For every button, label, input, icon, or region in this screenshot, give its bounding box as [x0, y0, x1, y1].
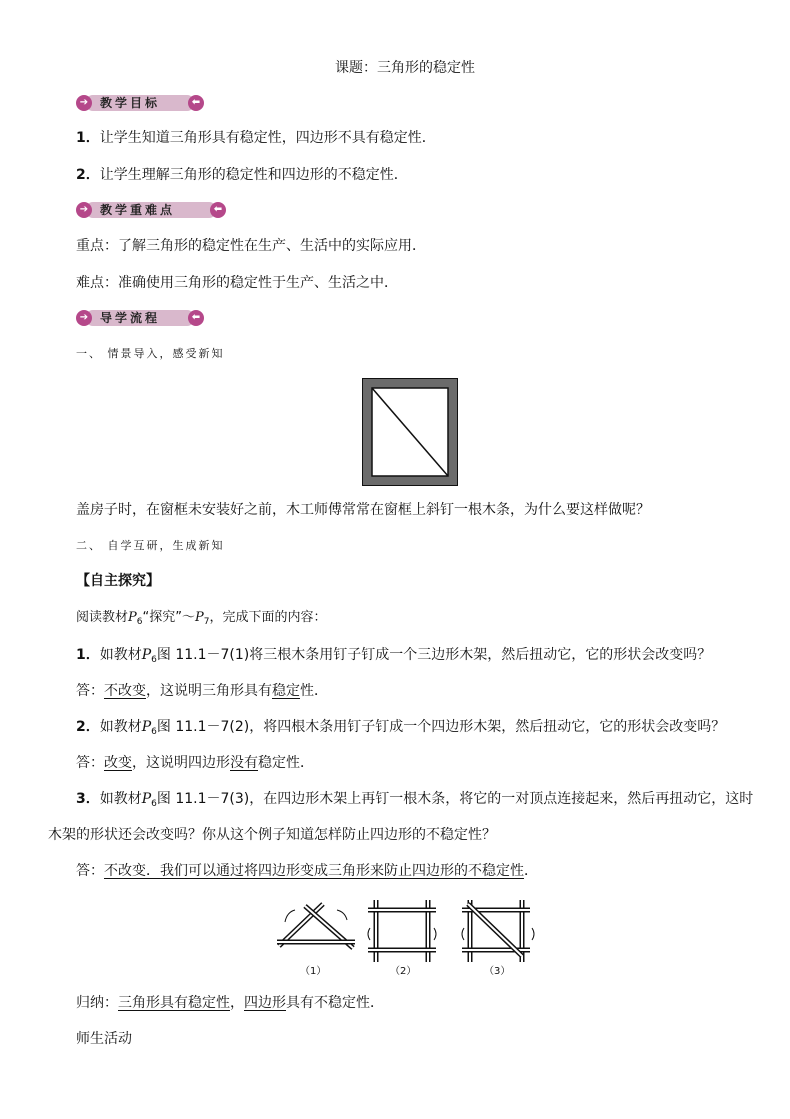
section-badge-goals [76, 94, 204, 112]
reading-intro: 阅读教材$P_6“$探究$”\sim P_7$，完成下面的内容： [76, 610, 327, 627]
answer-2: 答：改变，这说明四边形没有稳定性． [76, 755, 314, 771]
question-3-line2: 木架的形状还会改变吗？你从这个例子知道怎样防止四边形的不稳定性？ [48, 827, 496, 843]
figure-label-1: （1） [300, 966, 327, 977]
braced-quadrilateral-figure [456, 898, 538, 964]
figure-label-2: （2） [390, 966, 417, 977]
goal-item-1: 1．让学生知道三角形具有稳定性，四边形不具有稳定性． [76, 130, 436, 146]
answer-1: 答：不改变，这说明三角形具有稳定性． [76, 683, 328, 699]
arrow-right-icon: ➔ [76, 202, 92, 218]
part1-question: 盖房子时，在窗框未安装好之前，木工师傅常常在窗框上斜钉一根木条，为什么要这样做呢？ [76, 502, 650, 518]
question-2: 2．如教材$P_6$图 11.1－7(2)，将四根木条用钉子钉成一个四边形木架，然后扭动它，它的形状会改变吗？ [76, 719, 726, 737]
section-badge-key-points [76, 201, 226, 219]
explore-title: 【自主探究】 [76, 573, 160, 589]
arrow-left-icon: ⬅ [210, 202, 226, 218]
question-3: 3．如教材$P_6$图 11.1－7(3)，在四边形木架上再钉一根木条，将它的一对顶点连接起来，然后再扭动它，这时 [76, 791, 754, 809]
summary-text: 归纳：三角形具有稳定性，四边形具有不稳定性． [76, 995, 384, 1011]
arrow-left-icon: ⬅ [188, 95, 204, 111]
window-frame-figure [362, 378, 458, 486]
answer-3: 答：不改变．我们可以通过将四边形变成三角形来防止四边形的不稳定性． [76, 863, 538, 879]
section-heading: 导学流程 [100, 311, 161, 325]
section-heading: 教学目标 [100, 96, 161, 110]
focus-text: 重点：了解三角形的稳定性在生产、生活中的实际应用． [76, 238, 426, 254]
figure-label-3: （3） [484, 966, 511, 977]
arrow-right-icon: ➔ [76, 95, 92, 111]
page-title: 课题：三角形的稳定性 [335, 60, 475, 76]
difficulty-text: 难点：准确使用三角形的稳定性于生产、生活之中． [76, 275, 398, 291]
quadrilateral-frame-figure [362, 898, 444, 964]
part2-heading: 二、 自学互研，生成新知 [76, 539, 225, 552]
triangle-frame-figure [275, 898, 357, 964]
part1-heading: 一、 情景导入，感受新知 [76, 347, 225, 360]
section-heading: 教学重难点 [100, 203, 176, 217]
question-1: 1．如教材$P_6$图 11.1－7(1)将三根木条用钉子钉成一个三边形木架，然后扭动它，它的形状会改变吗？ [76, 647, 712, 665]
goal-item-2: 2．让学生理解三角形的稳定性和四边形的不稳定性． [76, 167, 408, 183]
arrow-right-icon: ➔ [76, 310, 92, 326]
arrow-left-icon: ⬅ [188, 310, 204, 326]
section-badge-process [76, 309, 204, 327]
teacher-student-activity: 师生活动 [76, 1031, 132, 1047]
